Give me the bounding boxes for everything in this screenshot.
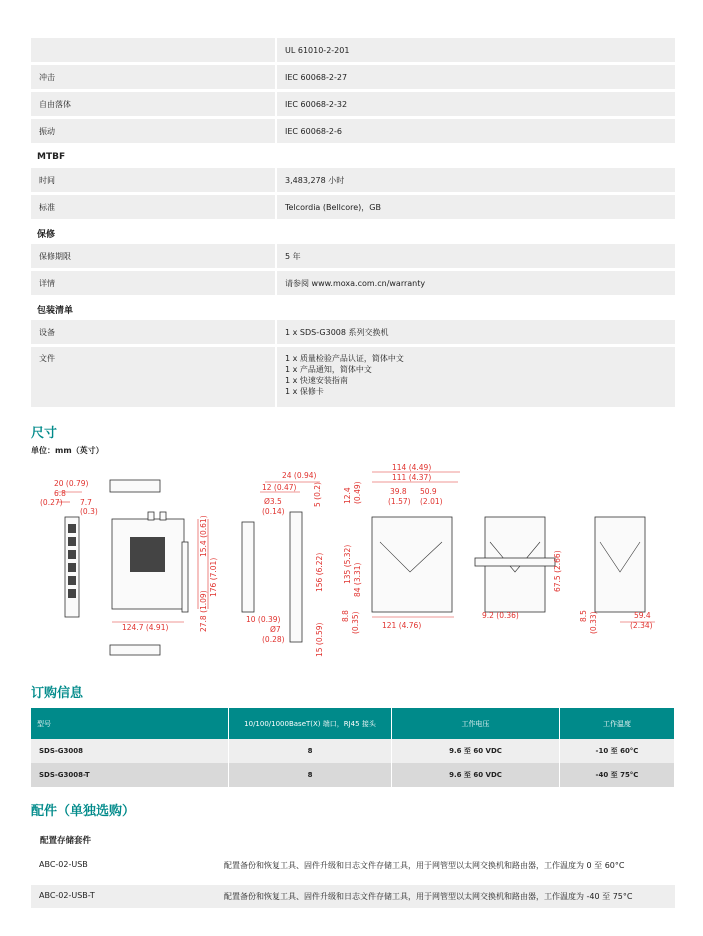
dim-label: (0.33) (589, 611, 598, 634)
accessories-title: 配件（单独选购） (31, 804, 136, 819)
din-view-2 (475, 517, 562, 620)
dim-label: (0.35) (351, 611, 360, 634)
table-row (31, 739, 675, 763)
spec-value: IEC 60068-2-27 (277, 65, 675, 89)
table-cell: SDS-G3008 (31, 739, 229, 763)
spec-row (31, 244, 675, 268)
doc-item: 1 x 质量检验产品认证，简体中文 (285, 354, 404, 363)
dim-label: (0.28) (262, 635, 285, 644)
dim-label: 8.5 (579, 610, 588, 622)
dim-label: 84 (3.31) (353, 562, 362, 597)
spec-row (31, 65, 675, 89)
dim-label: 111 (4.37) (392, 473, 432, 482)
table-cell: 8 (229, 763, 392, 787)
spec-key: 振动 (31, 119, 275, 143)
dim-label: 15 (0.59) (315, 622, 324, 657)
spec-key (31, 38, 275, 62)
dim-label: 67.5 (2.66) (553, 550, 562, 592)
table-row (31, 763, 675, 787)
dim-label: 114 (4.49) (392, 463, 432, 472)
spec-value: UL 61010-2-201 (277, 38, 675, 62)
dimension-drawing (30, 462, 670, 662)
table-cell: 8 (229, 739, 392, 763)
accessory-description: 配置备份和恢复工具、固件升级和日志文件存储工具，用于网管型以太网交换机和路由器，工作温度为 0 至 60°C (224, 861, 625, 870)
spec-value: 5 年 (277, 244, 675, 268)
dim-label: 7.7 (80, 498, 92, 507)
dim-label: (2.34) (630, 621, 653, 630)
spec-value-list (277, 347, 675, 407)
dim-label: (0.3) (80, 507, 98, 516)
dim-label: 10 (0.39) (246, 615, 281, 624)
spec-row (31, 92, 675, 116)
section-title-warranty: 保修 (37, 229, 56, 240)
dim-label: 124.7 (4.91) (122, 623, 169, 632)
dim-label: 15.4 (0.61) (199, 515, 208, 557)
dimensions-unit: 单位：mm（英寸） (31, 446, 104, 455)
dim-label: 24 (0.94) (282, 471, 317, 480)
spec-value: 1 x SDS-G3008 系列交换机 (277, 320, 675, 344)
accessory-row (31, 854, 675, 877)
spec-key: 自由落体 (31, 92, 275, 116)
spec-key: 文件 (31, 347, 275, 407)
dim-label: 50.9 (420, 487, 437, 496)
column-header: 10/100/1000BaseT(X) 端口，RJ45 接头 (229, 708, 392, 739)
doc-item: 1 x 保修卡 (285, 387, 324, 396)
table-cell: -10 至 60°C (560, 739, 675, 763)
dim-label: 39.8 (390, 487, 407, 496)
ordering-table (31, 708, 675, 787)
din-view-1 (341, 463, 460, 634)
doc-item: 1 x 产品通知，简体中文 (285, 365, 372, 374)
dim-label: 135 (5.32) (343, 544, 352, 584)
section-title-package: 包装清单 (37, 305, 74, 316)
ordering-title: 订购信息 (31, 686, 84, 701)
spec-key: 标准 (31, 195, 275, 219)
dim-label: 59.4 (634, 611, 651, 620)
column-header: 型号 (31, 708, 229, 739)
dim-label: (0.14) (262, 507, 285, 516)
column-header: 工作电压 (392, 708, 560, 739)
table-cell: 9.6 至 60 VDC (392, 739, 560, 763)
dim-label: 6.8 (54, 489, 66, 498)
rear-view (242, 471, 324, 657)
dim-label: 156 (6.22) (315, 552, 324, 592)
spec-value: 请参阅 www.moxa.com.cn/warranty (277, 271, 675, 295)
table-header-row (31, 708, 675, 739)
dim-label: 176 (7.01) (209, 557, 218, 597)
spec-key: 保修期限 (31, 244, 275, 268)
dim-label: 27.8 (1.09) (199, 590, 208, 632)
spec-value: Telcordia (Bellcore)，GB (277, 195, 675, 219)
spec-row (31, 168, 675, 192)
spec-key: 详情 (31, 271, 275, 295)
spec-row (31, 347, 675, 407)
dim-label: (2.01) (420, 497, 443, 506)
dim-label: 5 (0.2) (313, 482, 322, 507)
spec-value: 3,483,278 小时 (277, 168, 675, 192)
dim-label: 9.2 (0.36) (482, 611, 519, 620)
spec-key: 冲击 (31, 65, 275, 89)
spec-row (31, 119, 675, 143)
dim-label: Ø7 (270, 625, 281, 634)
accessory-model: ABC-02-USB (39, 860, 88, 869)
spec-row (31, 320, 675, 344)
table-cell: 9.6 至 60 VDC (392, 763, 560, 787)
table-cell: SDS-G3008-T (31, 763, 229, 787)
spec-row (31, 195, 675, 219)
accessories-subtitle: 配置存储套件 (40, 836, 92, 846)
column-header: 工作温度 (560, 708, 675, 739)
accessory-row (31, 885, 675, 908)
dim-label: 121 (4.76) (382, 621, 422, 630)
section-title-mtbf: MTBF (37, 152, 66, 162)
dim-label: (0.49) (353, 481, 362, 504)
spec-row (31, 38, 675, 62)
side-view (112, 512, 218, 632)
spec-row (31, 271, 675, 295)
dimensions-title: 尺寸 (31, 426, 58, 441)
accessory-description: 配置备份和恢复工具、固件升级和日志文件存储工具，用于网管型以太网交换机和路由器，工作温度为 -40 至 75°C (224, 892, 633, 901)
dim-label: Ø3.5 (264, 497, 282, 506)
spec-value: IEC 60068-2-32 (277, 92, 675, 116)
dim-label: 12 (0.47) (262, 483, 297, 492)
spec-table (31, 38, 675, 410)
dim-label: 8.8 (341, 610, 350, 622)
dim-label: 12.4 (343, 487, 352, 504)
din-view-3 (579, 517, 655, 634)
table-cell: -40 至 75°C (560, 763, 675, 787)
dim-label: (0.27) (40, 498, 63, 507)
dim-label: (1.57) (388, 497, 411, 506)
spec-key: 时间 (31, 168, 275, 192)
spec-key: 设备 (31, 320, 275, 344)
spec-value: IEC 60068-2-6 (277, 119, 675, 143)
accessory-model: ABC-02-USB-T (39, 891, 95, 900)
dim-label: 20 (0.79) (54, 479, 89, 488)
doc-item: 1 x 快速安装指南 (285, 376, 348, 385)
